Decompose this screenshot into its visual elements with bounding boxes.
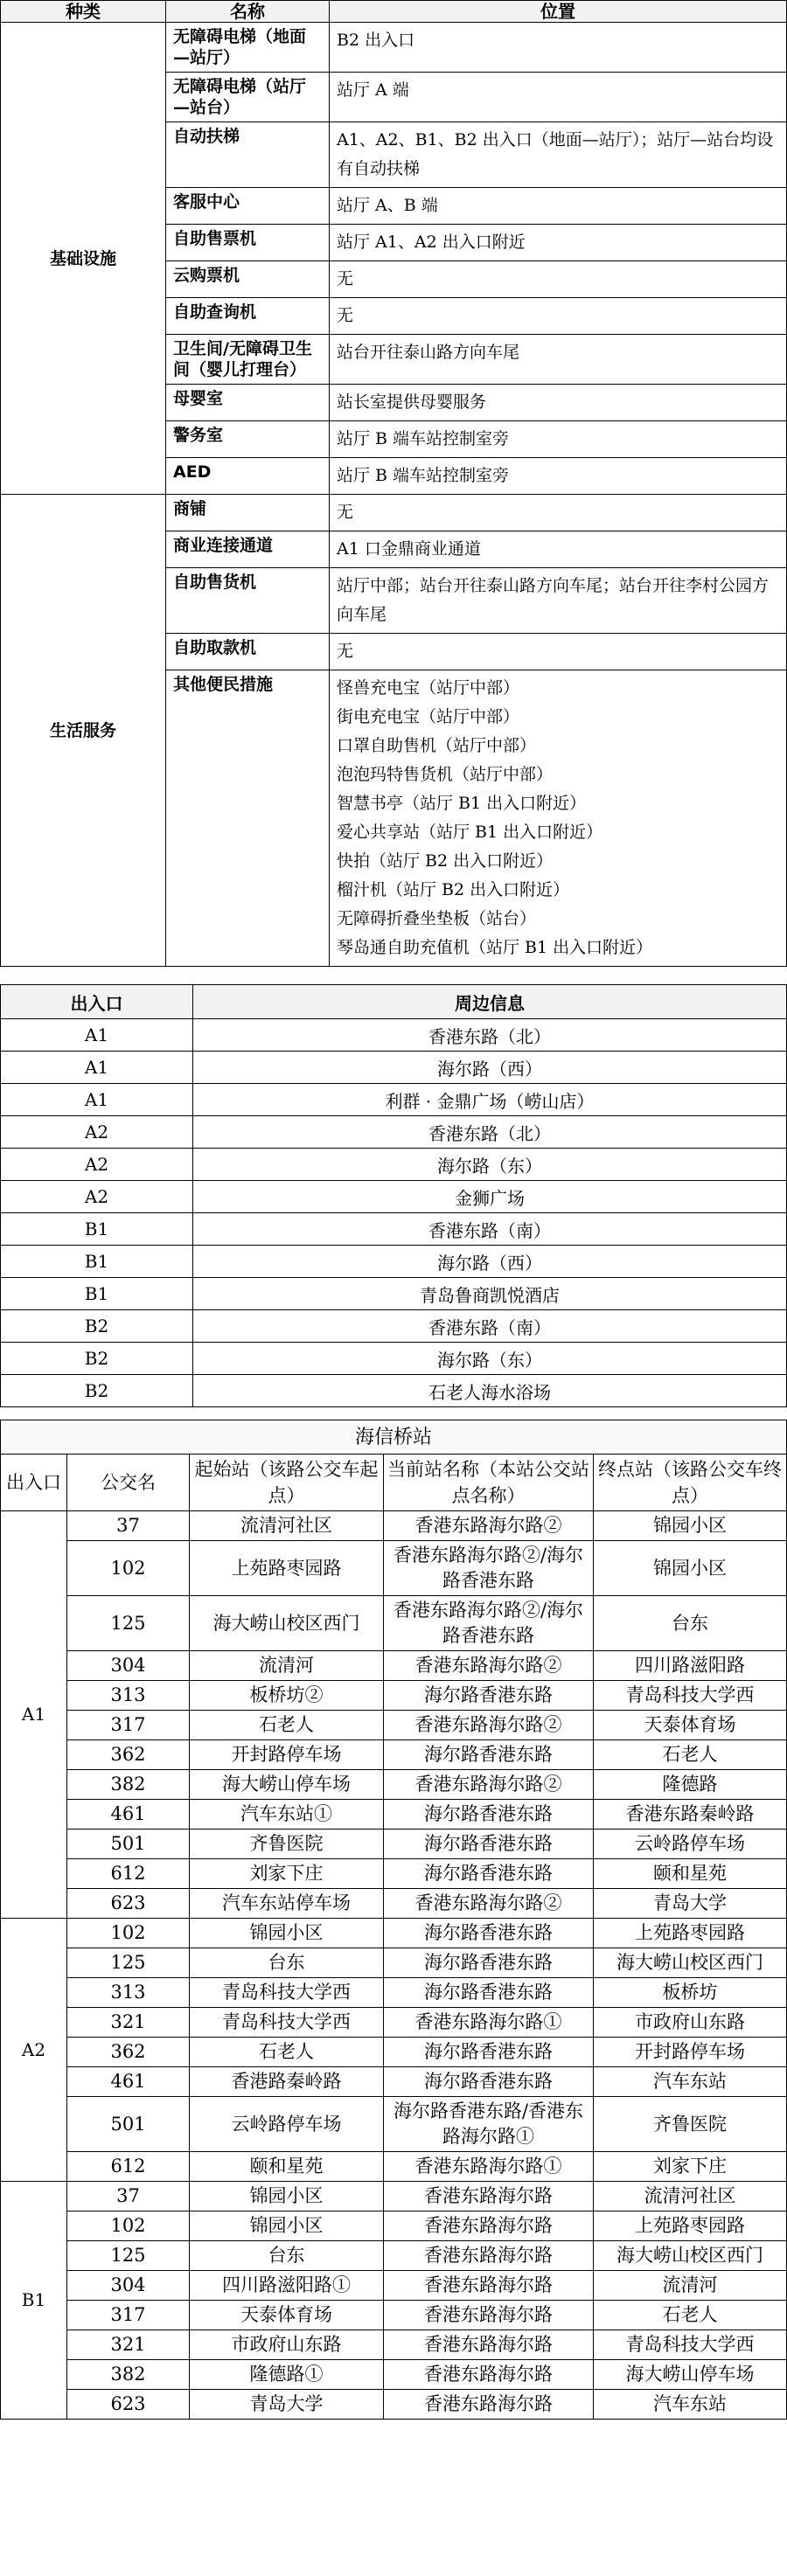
facility-location-line: 琴岛通自助充值机（站厅 B1 出入口附近）	[337, 938, 653, 957]
bus-current: 海尔路香港东路	[384, 1830, 594, 1859]
facility-category: 基础设施	[1, 23, 166, 495]
bus-route: 317	[67, 1711, 190, 1740]
bus-route: 321	[67, 2008, 190, 2038]
bus-end: 香港东路秦岭路	[594, 1800, 787, 1830]
facility-location	[330, 531, 787, 568]
bus-current: 香港东路海尔路②	[384, 1889, 594, 1919]
bus-start: 石老人	[190, 1711, 384, 1740]
bus-start: 隆德路①	[190, 2360, 384, 2390]
bus-row	[1, 1830, 787, 1859]
bus-row	[1, 1978, 787, 2008]
bus-row	[1, 2211, 787, 2241]
bus-end: 台东	[594, 1596, 787, 1651]
surroundings-info: 海尔路（东）	[193, 1343, 787, 1375]
bus-start: 齐鲁医院	[190, 1830, 384, 1859]
surroundings-table	[0, 984, 787, 1407]
bus-start: 天泰体育场	[190, 2301, 384, 2330]
bus-end: 汽车东站	[594, 2067, 787, 2097]
bus-current: 香港东路海尔路	[384, 2360, 594, 2390]
bus-row	[1, 1541, 787, 1596]
bus-current: 海尔路香港东路/香港东路海尔路①	[384, 2097, 594, 2152]
bus-current: 香港东路海尔路②/海尔路香港东路	[384, 1541, 594, 1596]
header-surroundings: 周边信息	[193, 985, 787, 1019]
surroundings-info: 海尔路（东）	[193, 1149, 787, 1181]
surroundings-exit: A2	[1, 1181, 193, 1213]
facility-name: 云购票机	[166, 261, 330, 298]
facility-location-line: 站厅中部；站台开往泰山路方向车尾；站台开往李村公园方向车尾	[337, 576, 770, 624]
facility-name: 卫生间/无障碍卫生间（婴儿打理台）	[166, 335, 330, 385]
bus-end: 青岛科技大学西	[594, 2330, 787, 2360]
bus-row	[1, 1681, 787, 1711]
surroundings-exit: A1	[1, 1052, 193, 1084]
facility-name: 母婴室	[166, 385, 330, 421]
facility-location	[330, 261, 787, 298]
bus-route: 313	[67, 1978, 190, 2008]
bus-end: 汽车东站	[594, 2390, 787, 2420]
bus-row	[1, 1596, 787, 1651]
bus-header-end: 终点站（该路公交车终点）	[594, 1455, 787, 1511]
facility-location-line: 口罩自助售机（站厅中部）	[337, 736, 537, 755]
bus-end: 隆德路	[594, 1770, 787, 1800]
bus-route: 623	[67, 2390, 190, 2420]
bus-current: 香港东路海尔路②	[384, 1511, 594, 1541]
surroundings-row	[1, 1343, 787, 1375]
bus-start: 云岭路停车场	[190, 2097, 384, 2152]
facility-name: 无障碍电梯（站厅—站台）	[166, 73, 330, 122]
bus-current: 海尔路香港东路	[384, 1948, 594, 1978]
bus-current: 香港东路海尔路①	[384, 2008, 594, 2038]
bus-current: 香港东路海尔路②	[384, 1770, 594, 1800]
bus-route: 461	[67, 2067, 190, 2097]
bus-table	[0, 1420, 787, 2420]
bus-start: 汽车东站①	[190, 1800, 384, 1830]
facility-row	[1, 23, 787, 73]
bus-row	[1, 2067, 787, 2097]
facility-category: 生活服务	[1, 495, 166, 967]
bus-row	[1, 1800, 787, 1830]
bus-route: 125	[67, 2241, 190, 2271]
bus-start: 香港路秦岭路	[190, 2067, 384, 2097]
surroundings-row	[1, 1084, 787, 1116]
bus-exit: B1	[1, 2182, 67, 2420]
surroundings-info: 海尔路（西）	[193, 1246, 787, 1278]
surroundings-info: 石老人海水浴场	[193, 1375, 787, 1407]
bus-route: 623	[67, 1889, 190, 1919]
bus-start: 台东	[190, 1948, 384, 1978]
bus-route: 304	[67, 2271, 190, 2301]
facility-location-line: 怪兽充电宝（站厅中部）	[337, 678, 520, 698]
bus-start: 上苑路枣园路	[190, 1541, 384, 1596]
bus-current: 香港东路海尔路	[384, 2182, 594, 2211]
bus-start: 四川路滋阳路①	[190, 2271, 384, 2301]
bus-current: 香港东路海尔路	[384, 2390, 594, 2420]
surroundings-row	[1, 1149, 787, 1181]
bus-current: 海尔路香港东路	[384, 1978, 594, 2008]
facility-name: 自助售货机	[166, 568, 330, 634]
facility-location	[330, 23, 787, 73]
bus-end: 流清河	[594, 2271, 787, 2301]
bus-route: 321	[67, 2330, 190, 2360]
surroundings-exit: B2	[1, 1310, 193, 1343]
facility-name: 商铺	[166, 495, 330, 531]
surroundings-row	[1, 1213, 787, 1246]
bus-end: 齐鲁医院	[594, 2097, 787, 2152]
bus-end: 上苑路枣园路	[594, 1919, 787, 1948]
bus-route: 362	[67, 1740, 190, 1770]
bus-end: 锦园小区	[594, 1511, 787, 1541]
bus-current: 海尔路香港东路	[384, 2038, 594, 2067]
bus-route: 102	[67, 1541, 190, 1596]
bus-start: 锦园小区	[190, 2211, 384, 2241]
facility-row	[1, 495, 787, 531]
bus-route: 304	[67, 1651, 190, 1681]
bus-start: 流清河社区	[190, 1511, 384, 1541]
surroundings-info: 香港东路（北）	[193, 1019, 787, 1052]
facility-name: 警务室	[166, 421, 330, 458]
bus-end: 海大崂山校区西门	[594, 1948, 787, 1978]
bus-current: 海尔路香港东路	[384, 2067, 594, 2097]
facility-location-line: 榴汁机（站厅 B2 出入口附近）	[337, 880, 570, 899]
surroundings-row	[1, 1019, 787, 1052]
facility-name: 自动扶梯	[166, 122, 330, 188]
bus-start: 台东	[190, 2241, 384, 2271]
bus-current: 香港东路海尔路	[384, 2301, 594, 2330]
bus-current: 香港东路海尔路	[384, 2271, 594, 2301]
facility-location	[330, 298, 787, 335]
facility-location	[330, 421, 787, 458]
bus-start: 海大崂山停车场	[190, 1770, 384, 1800]
bus-end: 流清河社区	[594, 2182, 787, 2211]
bus-start: 石老人	[190, 2038, 384, 2067]
bus-current: 香港东路海尔路	[384, 2211, 594, 2241]
facility-location-line: 站长室提供母婴服务	[337, 392, 487, 412]
bus-row	[1, 2360, 787, 2390]
bus-header-route: 公交名	[67, 1455, 190, 1511]
bus-current: 香港东路海尔路②	[384, 1651, 594, 1681]
station-title: 海信桥站	[1, 1420, 787, 1455]
facility-location	[330, 458, 787, 495]
bus-end: 板桥坊	[594, 1978, 787, 2008]
facility-location-line: 泡泡玛特售货机（站厅中部）	[337, 765, 554, 784]
surroundings-exit: B1	[1, 1278, 193, 1310]
bus-start: 青岛大学	[190, 2390, 384, 2420]
bus-row	[1, 2301, 787, 2330]
surroundings-exit: A2	[1, 1116, 193, 1149]
surroundings-info: 利群 · 金鼎广场（崂山店）	[193, 1084, 787, 1116]
facility-location-line: 站厅 A、B 端	[337, 196, 438, 215]
bus-route: 382	[67, 2360, 190, 2390]
bus-current: 香港东路海尔路②	[384, 1711, 594, 1740]
bus-row	[1, 2038, 787, 2067]
facility-location-line: 站台开往泰山路方向车尾	[337, 343, 520, 362]
facility-location	[330, 634, 787, 670]
surroundings-row	[1, 1310, 787, 1343]
bus-end: 海大崂山停车场	[594, 2360, 787, 2390]
surroundings-exit: B1	[1, 1213, 193, 1246]
bus-start: 锦园小区	[190, 1919, 384, 1948]
bus-start: 青岛科技大学西	[190, 1978, 384, 2008]
bus-row	[1, 1770, 787, 1800]
bus-row	[1, 1919, 787, 1948]
facility-name: 自助售票机	[166, 225, 330, 261]
bus-end: 市政府山东路	[594, 2008, 787, 2038]
surroundings-info: 香港东路（北）	[193, 1116, 787, 1149]
bus-end: 刘家下庄	[594, 2152, 787, 2182]
bus-row	[1, 1948, 787, 1978]
bus-end: 云岭路停车场	[594, 1830, 787, 1859]
facility-name: 自助查询机	[166, 298, 330, 335]
bus-exit: A2	[1, 1919, 67, 2182]
facility-location-line: 无	[337, 306, 354, 325]
surroundings-exit: A2	[1, 1149, 193, 1181]
header-exit: 出入口	[1, 985, 193, 1019]
bus-end: 开封路停车场	[594, 2038, 787, 2067]
bus-route: 102	[67, 2211, 190, 2241]
bus-current: 海尔路香港东路	[384, 1800, 594, 1830]
facility-location-line: 站厅 B 端车站控制室旁	[337, 466, 510, 485]
surroundings-info: 青岛鲁商凯悦酒店	[193, 1278, 787, 1310]
surroundings-row	[1, 1116, 787, 1149]
bus-start: 颐和星苑	[190, 2152, 384, 2182]
bus-end: 天泰体育场	[594, 1711, 787, 1740]
bus-end: 四川路滋阳路	[594, 1651, 787, 1681]
bus-end: 青岛大学	[594, 1889, 787, 1919]
facility-location-line: 站厅 A1、A2 出入口附近	[337, 233, 526, 252]
facility-location-line: 智慧书亭（站厅 B1 出入口附近）	[337, 794, 587, 813]
bus-end: 青岛科技大学西	[594, 1681, 787, 1711]
surroundings-info: 金狮广场	[193, 1181, 787, 1213]
bus-start: 汽车东站停车场	[190, 1889, 384, 1919]
bus-row	[1, 2241, 787, 2271]
surroundings-row	[1, 1278, 787, 1310]
bus-current: 香港东路海尔路	[384, 2330, 594, 2360]
bus-header-exit: 出入口	[1, 1455, 67, 1511]
header-name: 名称	[166, 1, 330, 23]
bus-end: 石老人	[594, 2301, 787, 2330]
surroundings-exit: B2	[1, 1375, 193, 1407]
bus-end: 颐和星苑	[594, 1859, 787, 1889]
surroundings-row	[1, 1246, 787, 1278]
bus-row	[1, 1651, 787, 1681]
bus-row	[1, 2008, 787, 2038]
bus-end: 上苑路枣园路	[594, 2211, 787, 2241]
facility-location	[330, 670, 787, 967]
bus-current: 海尔路香港东路	[384, 1740, 594, 1770]
bus-current: 香港东路海尔路①	[384, 2152, 594, 2182]
bus-route: 461	[67, 1800, 190, 1830]
bus-route: 125	[67, 1596, 190, 1651]
bus-route: 37	[67, 2182, 190, 2211]
facility-location	[330, 225, 787, 261]
surroundings-exit: B2	[1, 1343, 193, 1375]
bus-row	[1, 2152, 787, 2182]
bus-header-start: 起始站（该路公交车起点）	[190, 1455, 384, 1511]
facilities-table	[0, 0, 787, 967]
bus-row	[1, 2182, 787, 2211]
facility-location-line: A1、A2、B1、B2 出入口（地面—站厅）；站厅—站台均设有自动扶梯	[337, 130, 774, 178]
surroundings-info: 香港东路（南）	[193, 1213, 787, 1246]
bus-end: 石老人	[594, 1740, 787, 1770]
facility-location-line: B2 出入口	[337, 31, 415, 50]
bus-header-current: 当前站名称（本站公交站点名称）	[384, 1455, 594, 1511]
facility-name: 无障碍电梯（地面—站厅）	[166, 23, 330, 73]
facility-name: 其他便民措施	[166, 670, 330, 967]
bus-row	[1, 2330, 787, 2360]
bus-row	[1, 2271, 787, 2301]
facility-location	[330, 122, 787, 188]
bus-route: 362	[67, 2038, 190, 2067]
bus-row	[1, 2390, 787, 2420]
facility-location-line: 无	[337, 269, 354, 288]
bus-start: 市政府山东路	[190, 2330, 384, 2360]
facility-location-line: 无	[337, 642, 354, 661]
bus-row	[1, 2097, 787, 2152]
surroundings-row	[1, 1181, 787, 1213]
facility-name: 自助取款机	[166, 634, 330, 670]
bus-row	[1, 1511, 787, 1541]
bus-route: 612	[67, 1859, 190, 1889]
facility-name: 客服中心	[166, 188, 330, 225]
bus-start: 海大崂山校区西门	[190, 1596, 384, 1651]
bus-current: 海尔路香港东路	[384, 1919, 594, 1948]
bus-route: 612	[67, 2152, 190, 2182]
bus-current: 香港东路海尔路②/海尔路香港东路	[384, 1596, 594, 1651]
surroundings-exit: A1	[1, 1084, 193, 1116]
bus-row	[1, 1740, 787, 1770]
bus-row	[1, 1859, 787, 1889]
bus-exit: A1	[1, 1511, 67, 1919]
facility-location	[330, 568, 787, 634]
facility-location	[330, 73, 787, 122]
facility-location-line: 站厅 B 端车站控制室旁	[337, 429, 510, 448]
bus-row	[1, 1711, 787, 1740]
surroundings-row	[1, 1375, 787, 1407]
facility-location	[330, 385, 787, 421]
surroundings-exit: A1	[1, 1019, 193, 1052]
surroundings-info: 香港东路（南）	[193, 1310, 787, 1343]
surroundings-info: 海尔路（西）	[193, 1052, 787, 1084]
bus-route: 382	[67, 1770, 190, 1800]
bus-route: 501	[67, 2097, 190, 2152]
facility-location	[330, 495, 787, 531]
bus-start: 板桥坊②	[190, 1681, 384, 1711]
bus-start: 开封路停车场	[190, 1740, 384, 1770]
facility-location-line: 街电充电宝（站厅中部）	[337, 707, 520, 726]
bus-route: 37	[67, 1511, 190, 1541]
bus-current: 海尔路香港东路	[384, 1681, 594, 1711]
facility-location-line: 爱心共享站（站厅 B1 出入口附近）	[337, 823, 603, 842]
bus-route: 501	[67, 1830, 190, 1859]
facility-location-line: 快拍（站厅 B2 出入口附近）	[337, 851, 554, 871]
bus-route: 317	[67, 2301, 190, 2330]
bus-start: 锦园小区	[190, 2182, 384, 2211]
header-location: 位置	[330, 1, 787, 23]
facility-location-line: A1 口金鼎商业通道	[337, 539, 481, 559]
facility-location-line: 无障碍折叠坐垫板（站台）	[337, 909, 537, 928]
bus-start: 流清河	[190, 1651, 384, 1681]
bus-row	[1, 1889, 787, 1919]
bus-current: 香港东路海尔路	[384, 2241, 594, 2271]
bus-end: 锦园小区	[594, 1541, 787, 1596]
facility-name: 商业连接通道	[166, 531, 330, 568]
surroundings-row	[1, 1052, 787, 1084]
bus-current: 海尔路香港东路	[384, 1859, 594, 1889]
bus-route: 125	[67, 1948, 190, 1978]
header-category: 种类	[1, 1, 166, 23]
facility-location	[330, 335, 787, 385]
facility-location-line: 站厅 A 端	[337, 80, 409, 100]
bus-route: 102	[67, 1919, 190, 1948]
bus-route: 313	[67, 1681, 190, 1711]
bus-start: 青岛科技大学西	[190, 2008, 384, 2038]
facility-name: AED	[166, 458, 330, 495]
facility-location	[330, 188, 787, 225]
surroundings-exit: B1	[1, 1246, 193, 1278]
facility-location-line: 无	[337, 503, 354, 522]
bus-start: 刘家下庄	[190, 1859, 384, 1889]
bus-end: 海大崂山校区西门	[594, 2241, 787, 2271]
